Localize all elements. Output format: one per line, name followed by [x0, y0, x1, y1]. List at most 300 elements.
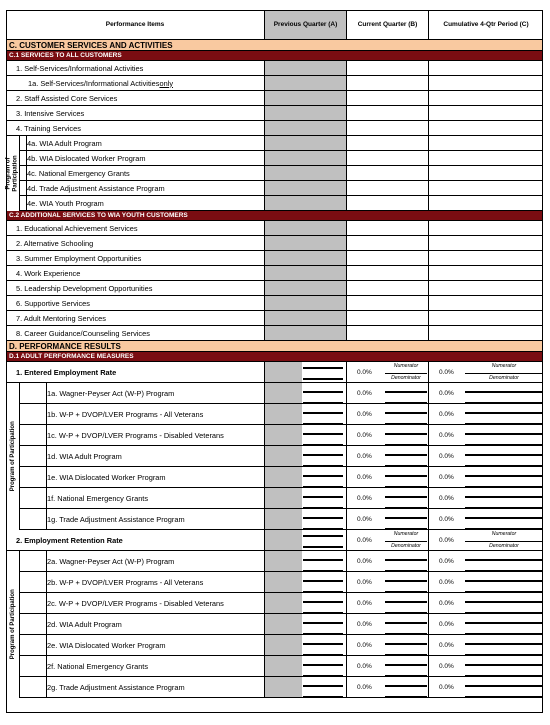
- denominator-label: Denominator: [489, 543, 519, 549]
- current-quarter-field-line[interactable]: [385, 622, 427, 624]
- item-row: [6, 196, 543, 211]
- cumulative-cell[interactable]: [428, 425, 543, 445]
- item-row: [6, 404, 543, 425]
- item-label: [46, 383, 174, 403]
- current-quarter-percent: 0.0%: [357, 368, 372, 376]
- previous-quarter-cell: [264, 266, 346, 280]
- cumulative-field-line[interactable]: [465, 433, 543, 435]
- item-text: 2d. WIA Adult Program: [47, 619, 122, 629]
- current-quarter-field-line[interactable]: [385, 685, 427, 687]
- previous-quarter-cell: [264, 383, 346, 403]
- current-quarter-cell[interactable]: [346, 136, 428, 150]
- previous-quarter-cell: [264, 635, 346, 655]
- current-quarter-cell[interactable]: [346, 221, 428, 235]
- current-quarter-cell[interactable]: [346, 326, 428, 340]
- current-quarter-percent: 0.0%: [357, 515, 372, 523]
- previous-quarter-cell: [264, 572, 346, 592]
- cumulative-cell[interactable]: [428, 251, 543, 265]
- cumulative-cell[interactable]: [428, 91, 543, 105]
- subsection-title: D.1 ADULT PERFORMANCE MEASURES: [9, 353, 134, 360]
- cumulative-field-line[interactable]: [465, 475, 543, 477]
- item-row: [6, 509, 543, 530]
- cumulative-percent: 0.0%: [439, 599, 454, 607]
- previous-quarter-cell: [264, 362, 346, 382]
- current-quarter-cell[interactable]: [346, 281, 428, 295]
- item-label: [16, 221, 138, 235]
- current-quarter-field-line[interactable]: [385, 373, 427, 374]
- item-text: 2e. WIA Dislocated Worker Program: [47, 640, 166, 650]
- cumulative-field-line[interactable]: [465, 559, 543, 561]
- current-quarter-cell[interactable]: [346, 404, 428, 424]
- cumulative-percent: 0.0%: [439, 494, 454, 502]
- current-quarter-cell[interactable]: [346, 467, 428, 487]
- cumulative-cell[interactable]: [428, 509, 543, 529]
- item-text: 2g. Trade Adjustment Assistance Program: [47, 682, 185, 692]
- cumulative-percent: 0.0%: [439, 452, 454, 460]
- cumulative-percent: 0.0%: [439, 515, 454, 523]
- previous-quarter-cell: [264, 281, 346, 295]
- previous-quarter-cell: [264, 404, 346, 424]
- item-text-underlined: only: [159, 78, 174, 88]
- current-quarter-cell[interactable]: [346, 488, 428, 508]
- current-quarter-cell[interactable]: [346, 635, 428, 655]
- item-text: 2a. Wagner-Peyser Act (W-P) Program: [47, 556, 175, 566]
- cumulative-cell[interactable]: [428, 635, 543, 655]
- item-text: 8. Career Guidance/Counseling Services: [16, 328, 150, 338]
- cumulative-cell[interactable]: [428, 311, 543, 325]
- item-text: 4d. Trade Adjustment Assistance Program: [27, 183, 165, 193]
- previous-quarter-field-line[interactable]: [303, 517, 343, 519]
- previous-quarter-cell: [264, 446, 346, 466]
- current-quarter-cell[interactable]: [346, 677, 428, 697]
- program-of-participation-label: Program of Participation: [9, 421, 16, 492]
- item-text: 2. Employment Retention Rate: [16, 535, 123, 545]
- item-row: [6, 221, 543, 236]
- previous-quarter-field-line[interactable]: [303, 535, 343, 537]
- subsection-header: [6, 352, 543, 362]
- item-row: [6, 467, 543, 488]
- item-text: 4b. WIA Dislocated Worker Program: [27, 153, 146, 163]
- item-row: [6, 656, 543, 677]
- cumulative-cell[interactable]: [428, 181, 543, 195]
- previous-quarter-field-line[interactable]: [303, 433, 343, 435]
- cumulative-percent: 0.0%: [439, 557, 454, 565]
- numerator-label: Numerator: [393, 363, 419, 369]
- subsection-header: [6, 51, 543, 61]
- item-row: [6, 593, 543, 614]
- current-quarter-percent: 0.0%: [357, 431, 372, 439]
- item-text: 2b. W-P + DVOP/LVER Programs - All Veterans: [47, 577, 204, 587]
- cumulative-field-line[interactable]: [465, 601, 543, 603]
- cumulative-percent: 0.0%: [439, 578, 454, 586]
- previous-quarter-cell: [264, 166, 346, 180]
- item-label: [16, 296, 90, 310]
- item-text: 3. Intensive Services: [16, 108, 85, 118]
- item-row: [6, 446, 543, 467]
- item-label: [46, 635, 166, 655]
- item-row: [6, 614, 543, 635]
- item-label: [46, 551, 174, 571]
- current-quarter-field-line[interactable]: [385, 496, 427, 498]
- item-label: [46, 593, 224, 613]
- cumulative-field-line[interactable]: [465, 696, 543, 698]
- item-text: 7. Adult Mentoring Services: [16, 313, 106, 323]
- current-quarter-percent: 0.0%: [357, 578, 372, 586]
- current-quarter-cell[interactable]: [346, 425, 428, 445]
- item-text: 3. Summer Employment Opportunities: [16, 253, 142, 263]
- previous-quarter-field-line[interactable]: [303, 546, 343, 548]
- item-label: [26, 136, 102, 150]
- previous-quarter-cell: [264, 326, 346, 340]
- cumulative-percent: 0.0%: [439, 389, 454, 397]
- previous-quarter-field-line[interactable]: [303, 685, 343, 687]
- item-label: [16, 106, 84, 120]
- cumulative-field-line[interactable]: [465, 580, 543, 582]
- cumulative-field-line[interactable]: [465, 496, 543, 498]
- item-text: 1g. Trade Adjustment Assistance Program: [47, 514, 185, 524]
- current-quarter-cell[interactable]: [346, 530, 428, 550]
- program-of-participation-band: [6, 551, 20, 698]
- item-row: [6, 296, 543, 311]
- cumulative-percent: 0.0%: [439, 431, 454, 439]
- previous-quarter-cell: [264, 488, 346, 508]
- previous-quarter-field-line[interactable]: [303, 475, 343, 477]
- current-quarter-percent: 0.0%: [357, 599, 372, 607]
- current-quarter-percent: 0.0%: [357, 662, 372, 670]
- previous-quarter-cell: [264, 509, 346, 529]
- item-text: 4c. National Emergency Grants: [27, 168, 130, 178]
- previous-quarter-field-line[interactable]: [303, 622, 343, 624]
- item-label: [46, 572, 203, 592]
- previous-quarter-field-line[interactable]: [303, 391, 343, 393]
- item-text: 1a. Wagner-Peyser Act (W-P) Program: [47, 388, 175, 398]
- previous-quarter-cell: [264, 106, 346, 120]
- current-quarter-cell[interactable]: [346, 61, 428, 75]
- current-quarter-cell[interactable]: [346, 362, 428, 382]
- previous-quarter-field-line[interactable]: [303, 664, 343, 666]
- current-quarter-percent: 0.0%: [357, 557, 372, 565]
- cumulative-field-line[interactable]: [465, 412, 543, 414]
- current-quarter-cell[interactable]: [346, 296, 428, 310]
- cumulative-cell[interactable]: [428, 383, 543, 403]
- item-label: [46, 509, 185, 529]
- measure-row: [6, 530, 543, 551]
- current-quarter-cell[interactable]: [346, 266, 428, 280]
- current-quarter-cell[interactable]: [346, 446, 428, 466]
- cumulative-cell[interactable]: [428, 326, 543, 340]
- previous-quarter-cell: [264, 530, 346, 550]
- current-quarter-cell[interactable]: [346, 91, 428, 105]
- previous-quarter-field-line[interactable]: [303, 412, 343, 414]
- item-label: [26, 151, 146, 165]
- current-quarter-cell[interactable]: [346, 151, 428, 165]
- item-row: [6, 151, 543, 166]
- cumulative-percent: 0.0%: [439, 410, 454, 418]
- item-row: [6, 677, 543, 698]
- item-row: [6, 136, 543, 151]
- current-quarter-cell[interactable]: [346, 166, 428, 180]
- current-quarter-cell[interactable]: [346, 614, 428, 634]
- item-text: 2. Staff Assisted Core Services: [16, 93, 118, 103]
- current-quarter-cell[interactable]: [346, 551, 428, 571]
- item-label: [26, 196, 104, 210]
- measure-row: [6, 362, 543, 383]
- current-quarter-percent: 0.0%: [357, 494, 372, 502]
- item-text: 2c. W-P + DVOP/LVER Programs - Disabled Veterans: [47, 598, 224, 608]
- previous-quarter-cell: [264, 656, 346, 676]
- item-label: [16, 251, 141, 265]
- cumulative-percent: 0.0%: [439, 536, 454, 544]
- header-previous-quarter: Previous Quarter (A): [264, 10, 346, 39]
- header-current-quarter: Current Quarter (B): [346, 10, 428, 39]
- item-row: [6, 91, 543, 106]
- previous-quarter-cell: [264, 251, 346, 265]
- item-label: [16, 362, 116, 382]
- current-quarter-field-line[interactable]: [385, 391, 427, 393]
- item-label: [16, 91, 117, 105]
- previous-quarter-cell: [264, 677, 346, 697]
- current-quarter-percent: 0.0%: [357, 410, 372, 418]
- cumulative-cell[interactable]: [428, 236, 543, 250]
- current-quarter-cell[interactable]: [346, 509, 428, 529]
- cumulative-cell[interactable]: [428, 572, 543, 592]
- item-text: 5. Leadership Development Opportunities: [16, 283, 153, 293]
- current-quarter-percent: 0.0%: [357, 473, 372, 481]
- current-quarter-cell[interactable]: [346, 251, 428, 265]
- item-label: [26, 166, 130, 180]
- item-text: 4. Training Services: [16, 123, 81, 133]
- item-text: 1. Educational Achievement Services: [16, 223, 138, 233]
- cumulative-cell[interactable]: [428, 677, 543, 697]
- current-quarter-cell[interactable]: [346, 121, 428, 135]
- current-quarter-field-line[interactable]: [385, 517, 427, 519]
- cumulative-cell[interactable]: [428, 488, 543, 508]
- cumulative-field-line[interactable]: [465, 622, 543, 624]
- cumulative-cell[interactable]: [428, 404, 543, 424]
- item-text: 1. Self-Services/Informational Activities: [16, 63, 144, 73]
- previous-quarter-field-line[interactable]: [303, 696, 343, 698]
- item-label: [16, 281, 152, 295]
- item-text: 1b. W-P + DVOP/LVER Programs - All Veterans: [47, 409, 204, 419]
- item-label: [16, 266, 80, 280]
- previous-quarter-cell: [264, 425, 346, 445]
- item-text: 1f. National Emergency Grants: [47, 493, 149, 503]
- numerator-label: Numerator: [491, 363, 517, 369]
- current-quarter-cell[interactable]: [346, 196, 428, 210]
- item-label: [46, 446, 122, 466]
- previous-quarter-cell: [264, 136, 346, 150]
- item-row: [6, 76, 543, 91]
- current-quarter-cell[interactable]: [346, 236, 428, 250]
- cumulative-cell[interactable]: [428, 281, 543, 295]
- program-of-participation-label: Program of Participation: [9, 589, 16, 660]
- cumulative-percent: 0.0%: [439, 368, 454, 376]
- item-row: [6, 425, 543, 446]
- cumulative-field-line[interactable]: [465, 643, 543, 645]
- current-quarter-percent: 0.0%: [357, 389, 372, 397]
- program-of-participation-band: [6, 136, 20, 211]
- cumulative-cell[interactable]: [428, 136, 543, 150]
- cumulative-cell[interactable]: [428, 593, 543, 613]
- current-quarter-field-line[interactable]: [385, 559, 427, 561]
- current-quarter-field-line[interactable]: [385, 601, 427, 603]
- cumulative-cell[interactable]: [428, 106, 543, 120]
- current-quarter-cell[interactable]: [346, 383, 428, 403]
- item-text: 1e. WIA Dislocated Worker Program: [47, 472, 166, 482]
- current-quarter-field-line[interactable]: [385, 580, 427, 582]
- cumulative-field-line[interactable]: [465, 541, 543, 542]
- current-quarter-field-line[interactable]: [385, 433, 427, 435]
- item-text: 6. Supportive Services: [16, 298, 90, 308]
- cumulative-cell[interactable]: [428, 656, 543, 676]
- cumulative-field-line[interactable]: [465, 373, 543, 374]
- cumulative-cell[interactable]: [428, 551, 543, 571]
- previous-quarter-cell: [264, 467, 346, 487]
- cumulative-percent: 0.0%: [439, 620, 454, 628]
- item-text: 1a. Self-Services/Informational Activities: [28, 78, 160, 88]
- previous-quarter-field-line[interactable]: [303, 378, 343, 380]
- cumulative-field-line[interactable]: [465, 685, 543, 687]
- cumulative-cell[interactable]: [428, 221, 543, 235]
- header-row: [6, 10, 543, 40]
- item-label: [46, 677, 185, 697]
- current-quarter-cell[interactable]: [346, 181, 428, 195]
- numerator-label: Numerator: [491, 531, 517, 537]
- current-quarter-field-line[interactable]: [385, 454, 427, 456]
- cumulative-cell[interactable]: [428, 446, 543, 466]
- cumulative-field-line[interactable]: [465, 454, 543, 456]
- current-quarter-field-line[interactable]: [385, 475, 427, 477]
- current-quarter-field-line[interactable]: [385, 664, 427, 666]
- cumulative-cell[interactable]: [428, 362, 543, 382]
- cumulative-cell[interactable]: [428, 166, 543, 180]
- program-of-participation-band: [6, 383, 20, 530]
- item-row: [6, 572, 543, 593]
- item-text: 1d. WIA Adult Program: [47, 451, 122, 461]
- current-quarter-percent: 0.0%: [357, 620, 372, 628]
- subsection-header: [6, 211, 543, 221]
- item-label: [16, 236, 93, 250]
- previous-quarter-cell: [264, 181, 346, 195]
- previous-quarter-cell: [264, 121, 346, 135]
- section-header: [6, 40, 543, 51]
- cumulative-field-line[interactable]: [465, 391, 543, 393]
- item-label: [46, 425, 224, 445]
- cumulative-cell[interactable]: [428, 266, 543, 280]
- current-quarter-percent: 0.0%: [357, 536, 372, 544]
- cumulative-cell[interactable]: [428, 296, 543, 310]
- item-text: 1c. W-P + DVOP/LVER Programs - Disabled Veterans: [47, 430, 224, 440]
- previous-quarter-field-line[interactable]: [303, 601, 343, 603]
- previous-quarter-cell: [264, 593, 346, 613]
- current-quarter-percent: 0.0%: [357, 683, 372, 691]
- previous-quarter-cell: [264, 551, 346, 571]
- current-quarter-field-line[interactable]: [385, 412, 427, 414]
- item-text: 4e. WIA Youth Program: [27, 198, 104, 208]
- item-text: 4. Work Experience: [16, 268, 81, 278]
- item-row: [6, 236, 543, 251]
- current-quarter-field-line[interactable]: [385, 541, 427, 542]
- current-quarter-cell[interactable]: [346, 76, 428, 90]
- item-row: [6, 488, 543, 509]
- item-label: [16, 326, 150, 340]
- denominator-label: Denominator: [489, 375, 519, 381]
- cumulative-percent: 0.0%: [439, 473, 454, 481]
- header-cumulative-period: Cumulative 4-Qtr Period (C): [428, 10, 543, 39]
- item-label: [46, 404, 203, 424]
- previous-quarter-field-line[interactable]: [303, 367, 343, 369]
- item-label: [16, 530, 123, 550]
- previous-quarter-cell: [264, 221, 346, 235]
- item-text: 4a. WIA Adult Program: [27, 138, 102, 148]
- current-quarter-percent: 0.0%: [357, 452, 372, 460]
- item-row: [6, 551, 543, 572]
- cumulative-field-line[interactable]: [465, 517, 543, 519]
- previous-quarter-field-line[interactable]: [303, 559, 343, 561]
- current-quarter-field-line[interactable]: [385, 696, 427, 698]
- previous-quarter-field-line[interactable]: [303, 643, 343, 645]
- cumulative-cell[interactable]: [428, 196, 543, 210]
- cumulative-cell[interactable]: [428, 530, 543, 550]
- section-header: [6, 341, 543, 352]
- cumulative-cell[interactable]: [428, 614, 543, 634]
- cumulative-percent: 0.0%: [439, 641, 454, 649]
- cumulative-cell[interactable]: [428, 61, 543, 75]
- current-quarter-field-line[interactable]: [385, 643, 427, 645]
- item-label: [46, 614, 122, 634]
- current-quarter-cell[interactable]: [346, 106, 428, 120]
- item-row: [6, 635, 543, 656]
- cumulative-cell[interactable]: [428, 467, 543, 487]
- item-text: 2f. National Emergency Grants: [47, 661, 149, 671]
- previous-quarter-cell: [264, 614, 346, 634]
- item-label: [46, 467, 166, 487]
- section-title: C. CUSTOMER SERVICES AND ACTIVITIES: [9, 41, 173, 50]
- current-quarter-percent: 0.0%: [357, 641, 372, 649]
- previous-quarter-field-line[interactable]: [303, 454, 343, 456]
- cumulative-cell[interactable]: [428, 151, 543, 165]
- item-row: [6, 166, 543, 181]
- current-quarter-cell[interactable]: [346, 311, 428, 325]
- item-row: [6, 383, 543, 404]
- previous-quarter-cell: [264, 61, 346, 75]
- current-quarter-cell[interactable]: [346, 656, 428, 676]
- current-quarter-cell[interactable]: [346, 572, 428, 592]
- cumulative-field-line[interactable]: [465, 664, 543, 666]
- item-label: [16, 311, 106, 325]
- item-label: [46, 488, 148, 508]
- item-row: [6, 61, 543, 76]
- cumulative-cell[interactable]: [428, 76, 543, 90]
- previous-quarter-cell: [264, 91, 346, 105]
- cumulative-cell[interactable]: [428, 121, 543, 135]
- previous-quarter-cell: [264, 76, 346, 90]
- subsection-title: C.2 ADDITIONAL SERVICES TO WIA YOUTH CUSTOMERS: [9, 212, 188, 219]
- item-label: [28, 76, 173, 90]
- item-row: [6, 106, 543, 121]
- previous-quarter-field-line[interactable]: [303, 496, 343, 498]
- cumulative-percent: 0.0%: [439, 683, 454, 691]
- numerator-label: Numerator: [393, 531, 419, 537]
- item-label: [16, 121, 81, 135]
- current-quarter-cell[interactable]: [346, 593, 428, 613]
- previous-quarter-cell: [264, 311, 346, 325]
- previous-quarter-field-line[interactable]: [303, 580, 343, 582]
- item-label: [16, 61, 143, 75]
- denominator-label: Denominator: [391, 543, 421, 549]
- subsection-title: C.1 SERVICES TO ALL CUSTOMERS: [9, 52, 122, 59]
- item-row: [6, 326, 543, 341]
